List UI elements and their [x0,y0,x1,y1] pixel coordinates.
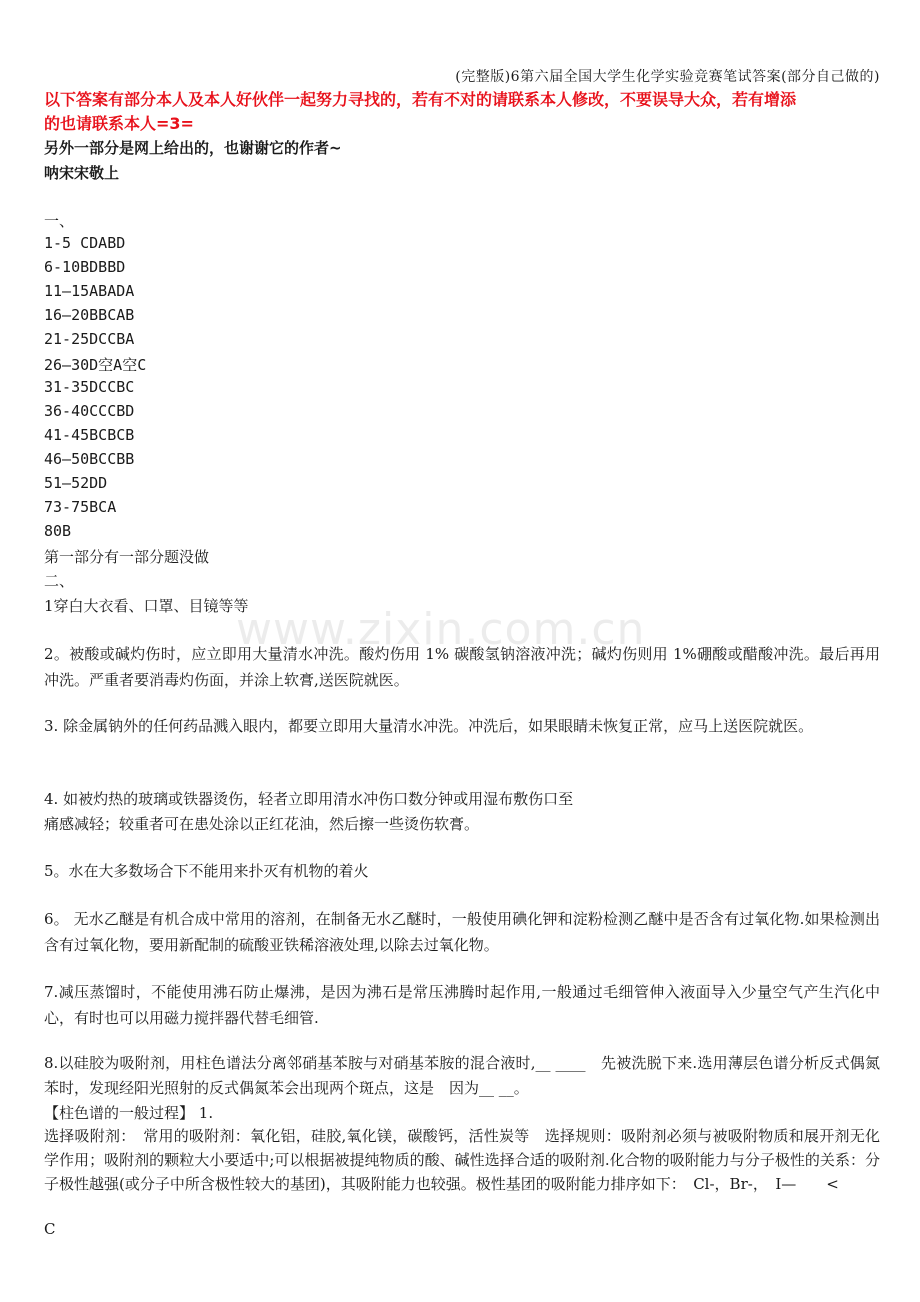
answer-item-1: 1穿白大衣看、口罩、目镜等等 [44,597,249,615]
answer-row: 46—50BCCBB [44,450,135,468]
column-chromatography-body: 选择吸附剂： 常用的吸附剂：氧化铝，硅胶,氧化镁，碳酸钙，活性炭等 选择规则：吸附剂必须与被吸附物质和展开剂无化学作用；吸附剂的颗粒大小要适中;可以根据被提纯物质的酸、碱性选择合适的吸附剂.化合物的吸附能力与分子极性的关系：分子极性越强(或分子中所含极性较大的基团)，其吸附能力也较强。极性基团的吸附能力排序如下： Cl-，Br-， I— < [44,1127,880,1193]
section-2-title: 二、 [44,572,75,590]
answer-row: 31-35DCCBC [44,378,135,396]
section-1-title: 一、 [44,212,75,230]
answer-item-8: 8.以硅胶为吸附剂，用柱色谱法分离邻硝基苯胺与对硝基苯胺的混合液时,__ ____ 先被洗脱下来.选用薄层色谱分析反式偶氮苯时，发现经阳光照射的反式偶氮苯会出现两个斑点，这是 因为__ __。 [44,1054,880,1097]
answer-row: 26—30D空A空C [44,356,147,374]
answer-row: 1-5 CDABD [44,234,126,252]
document-header: (完整版)6第六届全国大学生化学实验竞赛笔试答案(部分自己做的) [455,69,880,85]
red-note-line-2: 的也请联系本人=3= [44,114,194,133]
red-note-line-1: 以下答案有部分本人及本人好伙伴一起努力寻找的，若有不对的请联系本人修改，不要误导大众，若有增添 [44,90,797,109]
credit-line-2: 呐宋宋敬上 [44,164,120,182]
answer-item-7: 7.减压蒸馏时，不能使用沸石防止爆沸，是因为沸石是常压沸腾时起作用,一般通过毛细管伸入液面导入少量空气产生汽化中心，有时也可以用磁力搅拌器代替毛细管. [44,983,880,1027]
answer-item-5: 5。水在大多数场合下不能用来扑灭有机物的着火 [44,862,369,880]
answer-row: 73-75BCA [44,498,117,516]
answer-row: 16—20BBCAB [44,306,135,324]
answer-row: 80B [44,522,72,540]
answer-row: 41-45BCBCB [44,426,135,444]
answer-item-4-line-1: 4. 如被灼热的玻璃或铁器烫伤，轻者立即用清水冲伤口数分钟或用湿布敷伤口至 [44,790,574,808]
answer-row: 11—15ABADA [44,282,135,300]
answer-row: 21-25DCCBA [44,330,135,348]
answer-item-4-line-2: 痛感减轻；较重者可在患处涂以正红花油，然后擦一些烫伤软膏。 [44,815,480,833]
answer-item-2: 2。被酸或碱灼伤时，应立即用大量清水冲洗。酸灼伤用 1% 碳酸氢钠溶液冲洗；碱灼伤则用 1%硼酸或醋酸冲洗。最后再用 冲洗。严重者要消毒灼伤面，并涂上软膏,送医院就医。 [44,645,896,689]
answer-row: 36-40CCCBD [44,402,135,420]
answer-row: 51—52DD [44,474,108,492]
trailing-text: C [44,1220,56,1238]
credit-line-1: 另外一部分是网上给出的，也谢谢它的作者~ [44,139,342,157]
answer-item-3: 3. 除金属钠外的任何药品溅入眼内，都要立即用大量清水冲洗。冲洗后，如果眼睛未恢复正常，应马上送医院就医。 [44,717,814,735]
answer-item-6: 6。 无水乙醚是有机合成中常用的溶剂，在制备无水乙醚时，一般使用碘化钾和淀粉检测乙醚中是否含有过氧化物.如果检测出含有过氧化物，要用新配制的硫酸亚铁稀溶液处理,以除去过氧化物。 [44,910,880,954]
section-1-note: 第一部分有一部分题没做 [44,548,210,566]
watermark: www.zixin.com.cn [236,604,646,655]
answer-row: 6-10BDBBD [44,258,126,276]
column-chromatography-heading: 【柱色谱的一般过程】 1. [44,1104,214,1122]
